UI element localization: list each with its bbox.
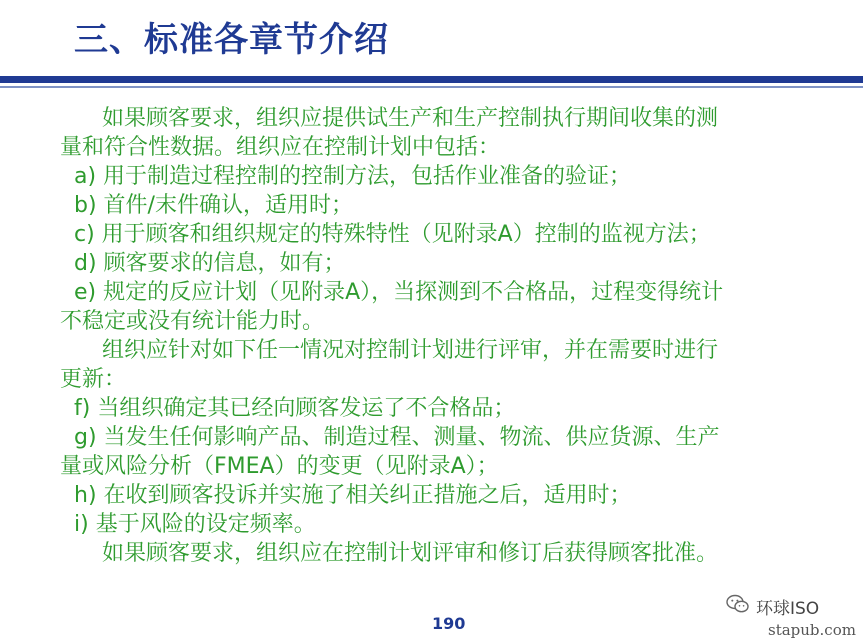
list-item-i: i) 基于风险的设定频率。 [74,512,316,537]
slide-body [60,104,850,568]
watermark-name: 环球ISO [756,599,820,619]
list-item-e-continued: 不稳定或没有统计能力时。 [60,309,325,334]
wechat-icon [726,594,750,619]
list-item-b: b) 首件/末件确认，适用时； [74,193,353,218]
list-item-a: a) 用于制造过程控制的控制方法，包括作业准备的验证； [74,164,632,189]
paragraph-line: 组织应针对如下任一情况对控制计划进行评审，并在需要时进行 [102,338,719,363]
list-item-h: h) 在收到顾客投诉并实施了相关纠正措施之后，适用时； [74,483,632,508]
page-number: 190 [432,614,466,633]
paragraph-line: 如果顾客要求，组织应在控制计划评审和修订后获得顾客批准。 [102,541,719,566]
list-item-g: g) 当发生任何影响产品、制造过程、测量、物流、供应货源、生产 [74,425,720,450]
paragraph-line: 如果顾客要求，组织应提供试生产和生产控制执行期间收集的测 [102,106,719,131]
title-divider [0,76,863,83]
list-item-f: f) 当组织确定其已经向顾客发运了不合格品； [74,396,516,421]
title-divider-thin [0,86,863,88]
watermark [726,594,819,619]
paragraph-line: 更新： [60,367,127,392]
list-item-c: c) 用于顾客和组织规定的特殊特性（见附录A）控制的监视方法； [74,222,711,247]
watermark-url: stapub.com [768,621,856,639]
paragraph-line: 量和符合性数据。组织应在控制计划中包括： [60,135,501,160]
list-item-g-continued: 量或风险分析（FMEA）的变更（见附录A）； [60,454,499,479]
list-item-e: e) 规定的反应计划（见附录A），当探测到不合格品，过程变得统计 [74,280,724,305]
list-item-d: d) 顾客要求的信息，如有； [74,251,346,276]
page-title: 三、标准各章节介绍 [74,20,389,60]
